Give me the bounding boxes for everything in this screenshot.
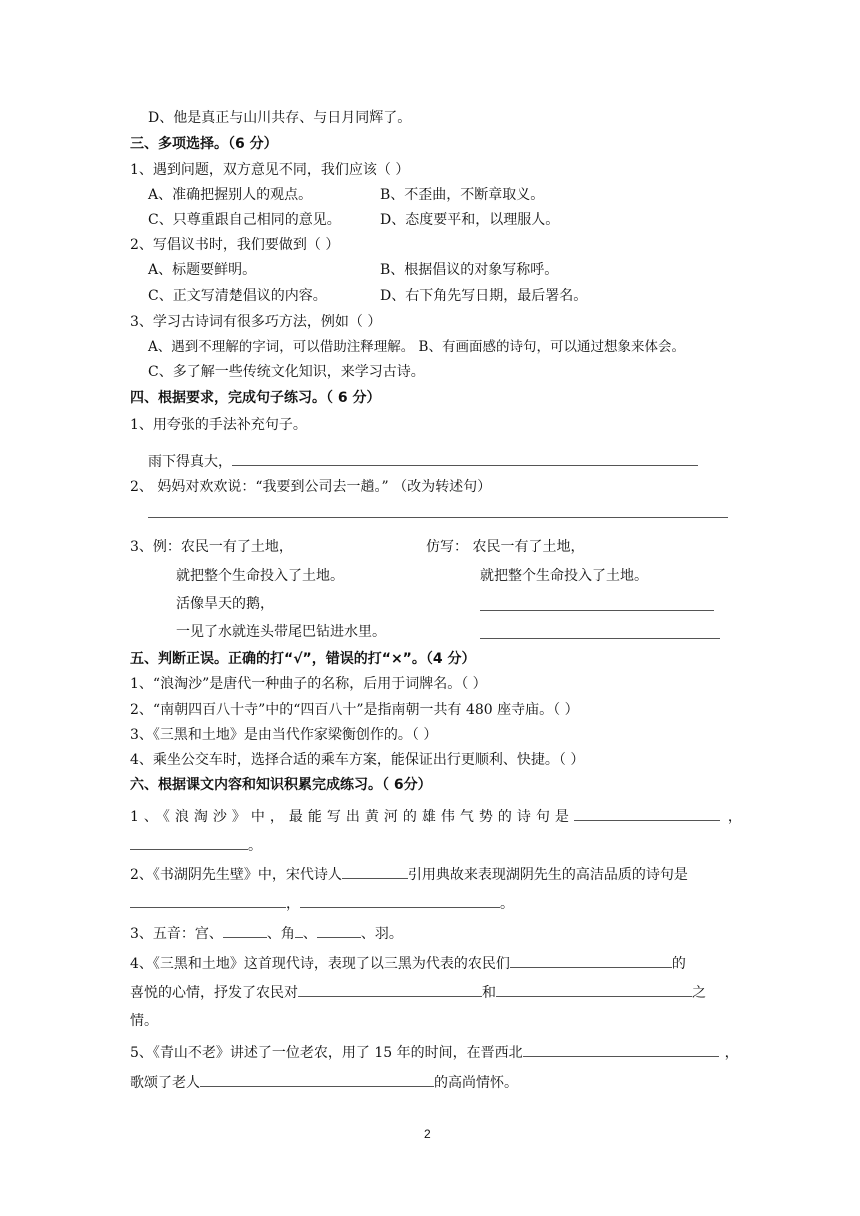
s5-question-4: 4、乘坐公交车时，选择合适的乘车方案，能保证出行更顺利、快捷。（ ） xyxy=(130,752,585,768)
s6-q4-line-2 xyxy=(130,981,706,1003)
s4-question-2: 2、 妈妈对欢欢说：“我要到公司去一趟。” （改为转述句） xyxy=(130,479,492,495)
s6-q3-text-b: 、角 xyxy=(266,926,295,942)
s5-question-2: 2、“南朝四百八十寺”中的“四百八十”是指南朝一共有 480 座寺庙。（ ） xyxy=(130,702,579,718)
s5-question-3: 3、《三黑和土地》是由当代作家梁衡创作的。（ ） xyxy=(130,727,438,743)
answer-blank[interactable] xyxy=(300,892,500,908)
section-4-title: 四、根据要求，完成句子练习。（ 6 分） xyxy=(130,390,381,406)
option-d-line: D、他是真正与山川共存、与日月同辉了。 xyxy=(148,110,412,126)
s6-q2-text-a: 2、《书湖阴先生壁》中，宋代诗人 xyxy=(130,867,342,883)
s3-q2-option-c: C、正文写清楚倡议的内容。 xyxy=(148,288,327,304)
s3-q1-option-c: C、只尊重跟自己相同的意见。 xyxy=(148,212,341,228)
s6-q4-text-b: 的 xyxy=(671,956,686,972)
answer-blank[interactable] xyxy=(223,922,267,938)
s6-q3-text-c: 、 xyxy=(302,926,317,942)
answer-blank[interactable] xyxy=(496,981,692,997)
s3-q3-options-ab: A、遇到不理解的字词，可以借助注释理解。 B、有画面感的诗句，可以通过想象来体会。 xyxy=(148,339,685,355)
s6-q1-line xyxy=(130,805,742,827)
s6-q2-line xyxy=(130,863,688,885)
s6-q4-text-e: 之 xyxy=(692,985,706,1001)
s4-q3-imitate-line-2: 就把整个生命投入了土地。 xyxy=(480,568,648,584)
s6-q2-line-2 xyxy=(130,892,514,914)
s3-q1-option-b: B、不歪曲，不断章取义。 xyxy=(380,187,545,203)
s6-q1-line-2 xyxy=(130,834,262,856)
s6-q5-line xyxy=(130,1041,739,1063)
s4-q3-example-line-4: 一见了水就连头带尾巴钻进水里。 xyxy=(176,624,386,640)
s6-q3-text-d: 、羽。 xyxy=(360,926,403,942)
section-3-title: 三、多项选择。（6 分） xyxy=(130,136,278,152)
answer-blank[interactable] xyxy=(342,863,408,879)
answer-line[interactable] xyxy=(480,638,720,639)
s6-q3-line xyxy=(130,922,403,944)
s6-q5-text-a: 5、《青山不老》讲述了一位老农，用了 15 年的时间，在晋西北 xyxy=(130,1045,523,1061)
section-5-title: 五、判断正误。正确的打“√”，错误的打“×”。（4 分） xyxy=(130,651,476,667)
s3-q2-option-b: B、根据倡议的对象写称呼。 xyxy=(380,262,559,278)
s6-q5-line-2 xyxy=(130,1071,518,1093)
s6-q4-text-c: 喜悦的心情，抒发了农民对 xyxy=(130,985,298,1001)
s6-q2-period: 。 xyxy=(500,896,514,912)
answer-blank[interactable] xyxy=(523,1041,719,1057)
answer-line[interactable] xyxy=(148,517,728,518)
s3-question-2: 2、写倡议书时，我们要做到（ ） xyxy=(130,237,340,253)
answer-blank[interactable] xyxy=(200,1071,434,1087)
answer-blank[interactable] xyxy=(510,952,672,968)
answer-blank[interactable] xyxy=(317,922,361,938)
s6-q4-text-d: 和 xyxy=(482,985,496,1001)
s3-question-3: 3、学习古诗词有很多巧方法，例如（ ） xyxy=(130,314,382,330)
s4-q3-example: 3、例：农民一有了土地， xyxy=(130,539,293,555)
s6-q1-period: 。 xyxy=(248,838,262,854)
answer-blank[interactable] xyxy=(130,834,248,850)
s6-q5-text-d: 的高尚情怀。 xyxy=(434,1075,518,1091)
s3-q1-option-a: A、准确把握别人的观点。 xyxy=(148,187,313,203)
s6-q5-comma: ， xyxy=(724,1045,739,1061)
answer-blank[interactable] xyxy=(232,450,698,466)
answer-blank[interactable] xyxy=(298,981,482,997)
s6-q1-comma: ， xyxy=(727,809,742,825)
s6-q4-line-3: 情。 xyxy=(130,1013,158,1029)
s6-q3-text-a: 3、五音：宫、 xyxy=(130,926,223,942)
answer-blank[interactable] xyxy=(574,805,720,821)
s3-q1-option-d: D、态度要平和，以理服人。 xyxy=(380,212,560,228)
s3-question-1: 1、遇到问题，双方意见不同，我们应该（ ） xyxy=(130,162,410,178)
s5-question-1: 1、“浪淘沙”是唐代一种曲子的名称，后用于词牌名。（ ） xyxy=(130,676,487,692)
section-6-title: 六、根据课文内容和知识积累完成练习。（ 6分） xyxy=(130,777,432,793)
s6-q2-text-b: 引用典故来表现湖阴先生的高洁品质的诗句是 xyxy=(407,867,688,883)
s4-q3-example-line-2: 就把整个生命投入了土地。 xyxy=(176,568,344,584)
answer-line[interactable] xyxy=(480,610,714,611)
page-number: 2 xyxy=(424,1127,431,1141)
s4-q1-line xyxy=(148,450,698,472)
answer-blank[interactable] xyxy=(130,892,286,908)
s6-q4-line xyxy=(130,952,686,974)
s4-q1-lead: 雨下得真大， xyxy=(148,454,232,470)
s6-q2-comma: ， xyxy=(286,896,300,912)
s6-q5-text-c: 歌颂了老人 xyxy=(130,1075,200,1091)
s4-question-1: 1、用夸张的手法补充句子。 xyxy=(130,417,307,433)
s6-q4-text-a: 4、《三黑和土地》这首现代诗，表现了以三黑为代表的农民们 xyxy=(130,956,510,972)
s4-q3-imitate: 仿写： 农民一有了土地， xyxy=(426,539,585,555)
s3-q3-option-c: C、多了解一些传统文化知识，来学习古诗。 xyxy=(148,364,425,380)
s3-q2-option-d: D、右下角先写日期，最后署名。 xyxy=(380,288,588,304)
answer-blank[interactable] xyxy=(295,922,303,938)
s4-q3-example-line-3: 活像旱天的鹅， xyxy=(176,596,274,612)
s6-q1-text: 1、《浪淘沙》中，最能写出黄河的雄伟气势的诗句是 xyxy=(130,809,574,825)
s3-q2-option-a: A、标题要鲜明。 xyxy=(148,262,257,278)
